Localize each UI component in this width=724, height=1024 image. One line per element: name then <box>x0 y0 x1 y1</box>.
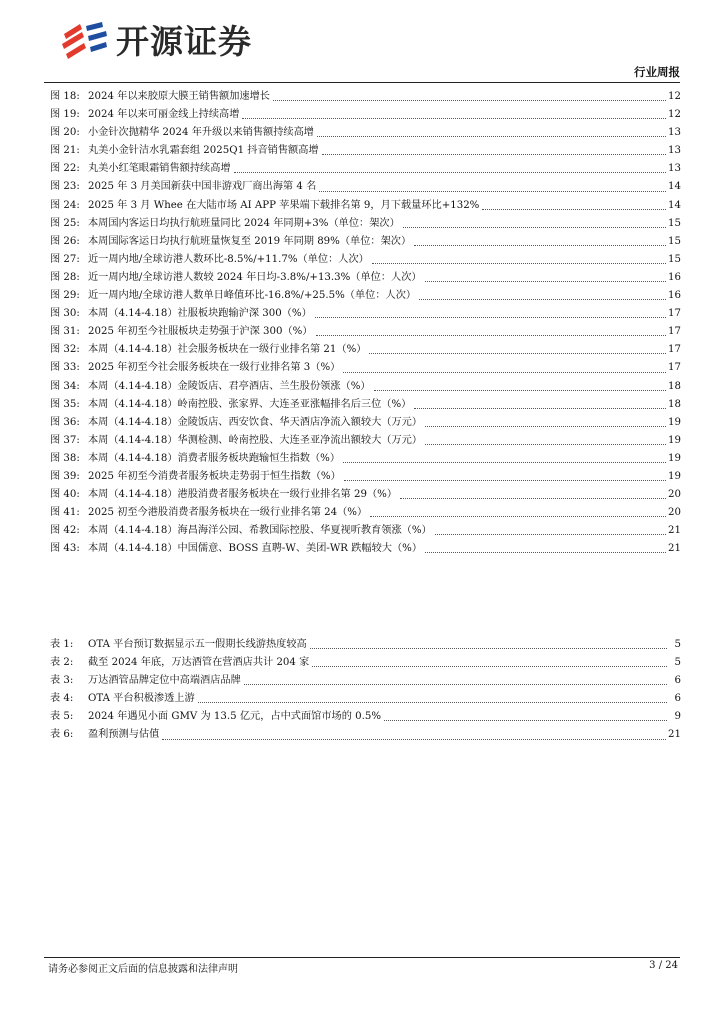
figure-number: 图 21: <box>50 145 80 157</box>
figure-entry[interactable] <box>50 251 681 269</box>
figure-number: 图 31: <box>50 326 80 338</box>
table-title[interactable]: OTA 平台预订数据显示五一假期长线游热度较高 <box>88 639 307 650</box>
figure-list <box>50 88 681 558</box>
figure-entry[interactable] <box>50 287 681 305</box>
brand-logo <box>58 20 252 64</box>
table-page-number[interactable]: 6 <box>674 675 681 687</box>
table-title[interactable]: OTA 平台积极渗透上游 <box>88 693 195 705</box>
table-page-number[interactable]: 5 <box>674 639 681 650</box>
figure-number: 图 20: <box>50 127 80 139</box>
table-title[interactable]: 万达酒管品牌定位中高端酒店品牌 <box>88 675 241 687</box>
dot-leader <box>343 462 666 463</box>
dot-leader <box>425 444 666 445</box>
table-page-number[interactable]: 6 <box>674 693 681 705</box>
figure-entry[interactable] <box>50 540 681 558</box>
figure-entry[interactable] <box>50 305 681 323</box>
dot-leader <box>482 209 666 210</box>
table-number: 表 6: <box>50 729 74 741</box>
figure-title[interactable]: 2024 年以来可丽金线上持续高增 <box>88 109 240 121</box>
figure-title[interactable]: 本周（4.14-4.18）消费者服务板块跑输恒生指数（%） <box>88 452 341 464</box>
figure-entry[interactable] <box>50 504 681 522</box>
figure-title[interactable]: 2025 年初至今社服板块走势强于沪深 300（%） <box>88 326 313 338</box>
dot-leader <box>315 317 666 318</box>
figure-entry[interactable] <box>50 359 681 377</box>
figure-title[interactable]: 本周（4.14-4.18）金陵饭店、君亭酒店、兰生股份领涨（%） <box>88 380 371 392</box>
figure-page-number[interactable]: 12 <box>668 109 681 121</box>
dot-leader <box>310 648 667 649</box>
page-header <box>0 0 724 86</box>
table-number: 表 2: <box>50 657 74 669</box>
figure-entry[interactable] <box>50 414 681 432</box>
figure-entry[interactable] <box>50 178 681 196</box>
figure-page-number[interactable]: 16 <box>668 271 681 283</box>
figure-page-number[interactable]: 16 <box>668 290 681 302</box>
figure-number: 图 29: <box>50 290 80 302</box>
figure-entry[interactable] <box>50 233 681 251</box>
dot-leader <box>425 281 666 282</box>
dot-leader <box>419 299 666 300</box>
dot-leader <box>425 552 666 553</box>
figure-entry[interactable] <box>50 269 681 287</box>
figure-number: 图 40: <box>50 489 80 501</box>
dot-leader <box>403 227 666 228</box>
figure-number: 图 30: <box>50 308 80 320</box>
figure-title[interactable]: 近一周内地/全球访港人数环比-8.5%/+11.7%（单位：人次） <box>88 253 369 265</box>
figure-number: 图 36: <box>50 416 80 428</box>
figure-page-number[interactable]: 15 <box>668 217 681 229</box>
dot-leader <box>244 684 667 685</box>
figure-title[interactable]: 本周（4.14-4.18）社会服务板块在一级行业排名第 21（%） <box>88 344 367 356</box>
table-page-number[interactable]: 9 <box>674 711 681 723</box>
table-page-number[interactable]: 21 <box>668 729 681 741</box>
dot-leader <box>343 372 666 373</box>
figure-title[interactable]: 丸美小金针洁水乳霜套组 2025Q1 抖音销售额高增 <box>88 145 319 157</box>
dot-leader <box>312 666 667 667</box>
table-number: 表 4: <box>50 693 74 705</box>
figure-number: 图 32: <box>50 344 80 356</box>
figure-title[interactable]: 本周（4.14-4.18）海昌海洋公园、希教国际控股、华夏视听教育领涨（%） <box>88 525 432 537</box>
dot-leader <box>372 263 666 264</box>
figure-entry[interactable] <box>50 88 681 106</box>
figure-page-number[interactable]: 20 <box>668 489 681 501</box>
dot-leader <box>162 739 666 740</box>
figure-page-number[interactable]: 12 <box>668 91 681 102</box>
figure-title[interactable]: 近一周内地/全球访港人数单日峰值环比-16.8%/+25.5%（单位：人次） <box>88 290 417 302</box>
dot-leader <box>317 136 666 137</box>
dot-leader <box>384 720 667 721</box>
dot-leader <box>198 702 667 703</box>
table-entry[interactable] <box>50 672 681 690</box>
figure-page-number[interactable]: 17 <box>668 326 681 338</box>
figure-number: 图 34: <box>50 380 80 392</box>
figure-number: 图 35: <box>50 398 80 410</box>
figure-entry[interactable] <box>50 323 681 341</box>
figure-page-number[interactable]: 19 <box>668 452 681 464</box>
figure-number: 图 24: <box>50 199 80 211</box>
figure-entry[interactable] <box>50 468 681 486</box>
figure-title[interactable]: 本周（4.14-4.18）社服板块跑输沪深 300（%） <box>88 308 312 320</box>
figure-number: 图 22: <box>50 163 80 175</box>
figure-title[interactable]: 2025 年初至今消费者服务板块走势弱于恒生指数（%） <box>88 470 341 482</box>
figure-number: 图 38: <box>50 452 80 464</box>
dot-leader <box>369 353 666 354</box>
kaiyuan-logo-icon <box>58 20 110 64</box>
figure-number: 图 41: <box>50 507 80 519</box>
table-title[interactable]: 截至 2024 年底，万达酒管在营酒店共计 204 家 <box>88 657 310 669</box>
figure-page-number[interactable]: 18 <box>668 380 681 392</box>
figure-page-number[interactable]: 14 <box>668 199 681 211</box>
figure-title[interactable]: 本周国际客运日均执行航班量恢复至 2019 年同期 89%（单位：架次） <box>88 235 412 247</box>
figure-title[interactable]: 本周（4.14-4.18）港股消费者服务板块在一级行业排名第 29（%） <box>88 489 398 501</box>
figure-entry[interactable] <box>50 396 681 414</box>
figure-entry[interactable] <box>50 486 681 504</box>
figure-page-number[interactable]: 21 <box>668 525 681 537</box>
figure-page-number[interactable]: 15 <box>668 235 681 247</box>
page-number: 3 / 24 <box>649 960 678 971</box>
figure-entry[interactable] <box>50 124 681 142</box>
figure-title[interactable]: 2025 年 3 月 Whee 在大陆市场 AI APP 苹果端下载排名第 9，月下载量环比+132% <box>88 199 480 211</box>
dot-leader <box>322 154 666 155</box>
figure-number: 图 27: <box>50 253 80 265</box>
dot-leader <box>425 426 666 427</box>
table-number: 表 1: <box>50 639 74 650</box>
figure-entry[interactable] <box>50 432 681 450</box>
figure-number: 图 43: <box>50 543 80 555</box>
dot-leader <box>344 480 666 481</box>
figure-number: 图 23: <box>50 181 80 193</box>
table-entry[interactable] <box>50 726 681 744</box>
figure-title[interactable]: 本周（4.14-4.18）岭南控股、张家界、大连圣亚涨幅排名后三位（%） <box>88 398 412 410</box>
dot-leader <box>316 335 667 336</box>
figure-title[interactable]: 2025 年初至今社会服务板块在一级行业排名第 3（%） <box>88 362 341 374</box>
figure-title[interactable]: 本周（4.14-4.18）中国儒意、BOSS 直聘-W、美团-WR 跌幅较大（%） <box>88 543 423 555</box>
table-list <box>50 636 681 745</box>
figure-entry[interactable] <box>50 197 681 215</box>
figure-page-number[interactable]: 13 <box>668 145 681 157</box>
dot-leader <box>374 390 666 391</box>
table-page-number[interactable]: 5 <box>674 657 681 669</box>
figure-number: 图 42: <box>50 525 80 537</box>
figure-title[interactable]: 本周（4.14-4.18）华测检测、岭南控股、大连圣亚净流出额较大（万元） <box>88 434 423 446</box>
figure-title[interactable]: 2025 年 3 月美国新获中国非游戏厂商出海第 4 名 <box>88 181 317 193</box>
figure-number: 图 19: <box>50 109 80 121</box>
figure-page-number[interactable]: 19 <box>668 470 681 482</box>
figure-page-number[interactable]: 17 <box>668 308 681 320</box>
table-number: 表 5: <box>50 711 74 723</box>
figure-entry[interactable] <box>50 215 681 233</box>
figure-page-number[interactable]: 21 <box>668 543 681 555</box>
table-entry[interactable] <box>50 708 681 726</box>
figure-page-number[interactable]: 14 <box>668 181 681 193</box>
figure-page-number[interactable]: 19 <box>668 416 681 428</box>
footer-disclaimer: 请务必参阅正文后面的信息披露和法律声明 <box>48 964 238 975</box>
figure-number: 图 26: <box>50 235 80 247</box>
figure-number: 图 39: <box>50 470 80 482</box>
figure-page-number[interactable]: 17 <box>668 344 681 356</box>
figure-page-number[interactable]: 20 <box>668 507 681 519</box>
dot-leader <box>370 516 666 517</box>
figure-entry[interactable] <box>50 378 681 396</box>
table-title[interactable]: 2024 年遇见小面 GMV 为 13.5 亿元，占中式面馆市场的 0.5% <box>88 711 382 723</box>
dot-leader <box>234 172 666 173</box>
table-entry[interactable] <box>50 690 681 708</box>
figure-entry[interactable] <box>50 341 681 359</box>
dot-leader <box>435 534 666 535</box>
header-divider <box>44 82 680 83</box>
footer-divider <box>44 957 680 958</box>
figure-title[interactable]: 本周国内客运日均执行航班量同比 2024 年同期+3%（单位：架次） <box>88 217 400 229</box>
dot-leader <box>414 408 666 409</box>
figure-title[interactable]: 2024 年以来胶原大膜王销售额加速增长 <box>88 91 270 102</box>
table-entry[interactable] <box>50 654 681 672</box>
figure-entry[interactable] <box>50 522 681 540</box>
figure-number: 图 25: <box>50 217 80 229</box>
figure-page-number[interactable]: 15 <box>668 253 681 265</box>
figure-page-number[interactable]: 13 <box>668 163 681 175</box>
table-number: 表 3: <box>50 675 74 687</box>
figure-entry[interactable] <box>50 450 681 468</box>
figure-title[interactable]: 丸美小红笔眼霜销售额持续高增 <box>88 163 231 175</box>
figure-entry[interactable] <box>50 106 681 124</box>
figure-number: 图 33: <box>50 362 80 374</box>
dot-leader <box>242 118 666 119</box>
table-title[interactable]: 盈利预测与估值 <box>88 729 160 741</box>
figure-page-number[interactable]: 18 <box>668 398 681 410</box>
brand-name: 开源证券 <box>116 22 252 61</box>
figure-title[interactable]: 本周（4.14-4.18）金陵饭店、西安饮食、华天酒店净流入额较大（万元） <box>88 416 423 428</box>
figure-page-number[interactable]: 19 <box>668 434 681 446</box>
dot-leader <box>414 245 666 246</box>
table-entry[interactable] <box>50 636 681 654</box>
figure-entry[interactable] <box>50 142 681 160</box>
figure-number: 图 18: <box>50 91 80 102</box>
dot-leader <box>273 100 666 101</box>
figure-page-number[interactable]: 17 <box>668 362 681 374</box>
figure-title[interactable]: 2025 初至今港股消费者服务板块在一级行业排名第 24（%） <box>88 507 368 519</box>
figure-entry[interactable] <box>50 160 681 178</box>
figure-title[interactable]: 近一周内地/全球访港人数较 2024 年日均-3.8%/+13.3%（单位：人次） <box>88 271 422 283</box>
figure-number: 图 28: <box>50 271 80 283</box>
figure-number: 图 37: <box>50 434 80 446</box>
report-type-label: 行业周报 <box>634 65 680 79</box>
dot-leader <box>400 498 666 499</box>
figure-page-number[interactable]: 13 <box>668 127 681 139</box>
figure-title[interactable]: 小金针次抛精华 2024 年升级以来销售额持续高增 <box>88 127 314 139</box>
dot-leader <box>319 191 666 192</box>
